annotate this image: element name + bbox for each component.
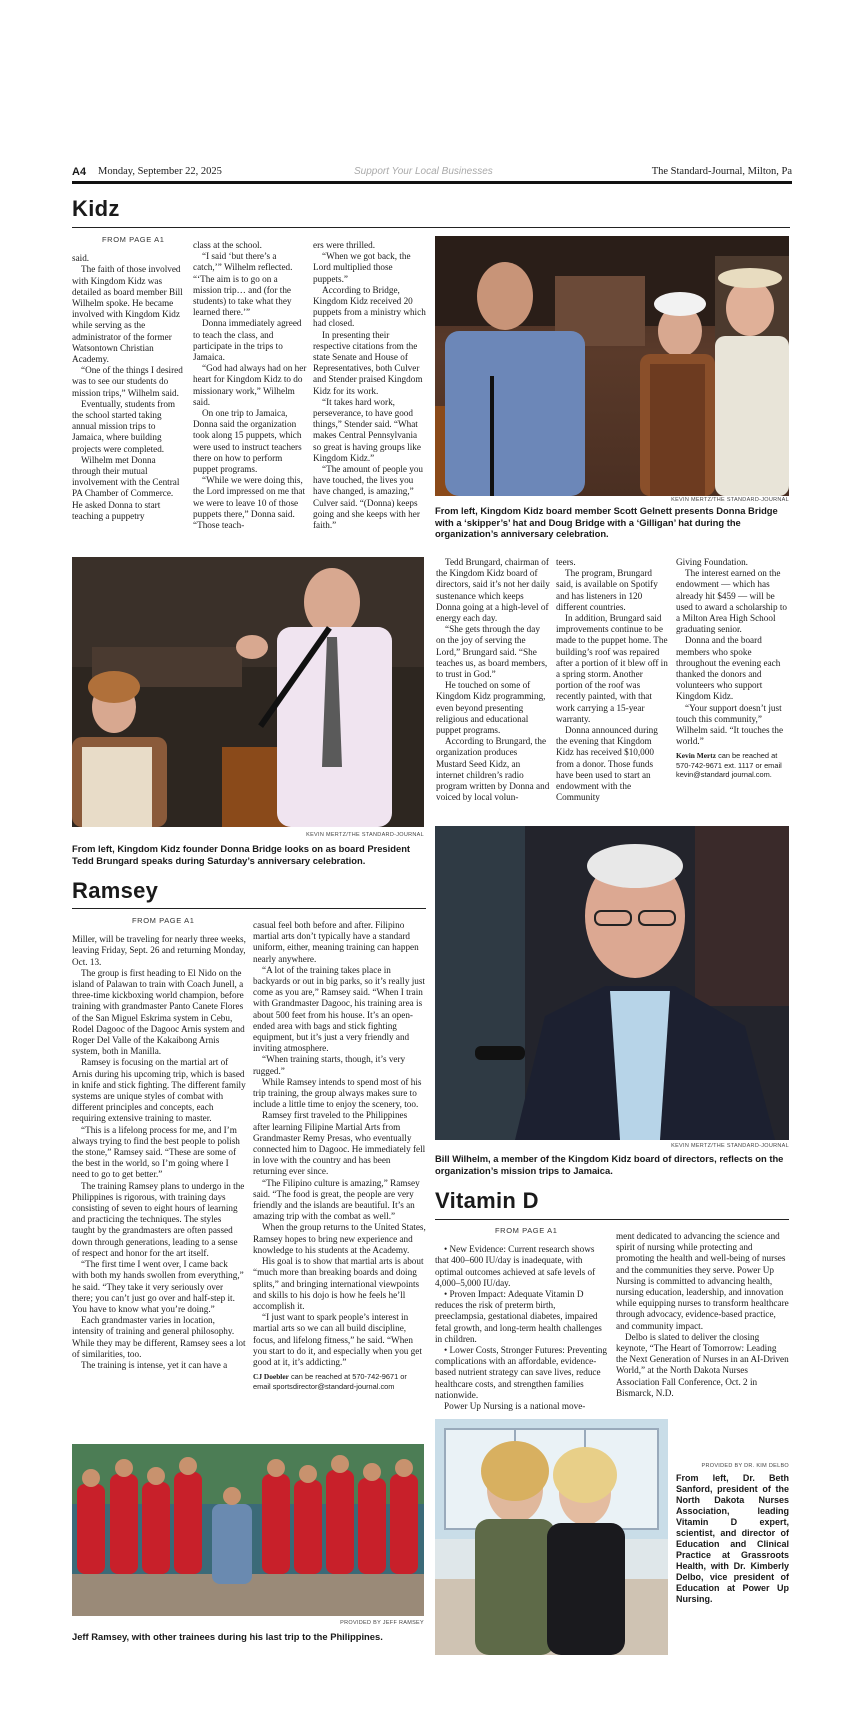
paragraph: Wilhelm met Donna through their mutual involvement with the Central PA Chamber of Commerce. He asked Donna to start teaching a puppetry <box>72 454 180 521</box>
photo-caption: From left, Kingdom Kidz founder Donna Bridge looks on as board President Tedd Brungard speaks during Saturday’s anniversary celebration. <box>72 843 411 866</box>
paragraph: Each grandmaster varies in location, intensity of training and general philosophy. While they may be different, Ramsey sees a lot of similarities, too. <box>72 1315 246 1359</box>
paragraph: The faith of those involved with Kingdom Kidz was detailed as board member Bill Wilhelm spoke. He became involved with Kingdom Kidz while serving as the administrator of the former Watsontown Christian Academy. <box>72 264 183 365</box>
kidz-column-1 <box>72 234 186 522</box>
paragraph: He touched on some of Kingdom Kidz programming, even beyond presenting religious and educational puppet programs. <box>436 680 546 736</box>
paragraph: “While we were doing this, the Lord impressed on me that we were to leave 10 of those puppets there,” Donna said. “Those teach- <box>193 475 306 531</box>
kidz-column-4 <box>436 557 550 803</box>
photo-credit: KEVIN MERTZ/THE STANDARD-JOURNAL <box>671 1143 789 1149</box>
paragraph: According to Bridge, Kingdom Kidz received 20 puppets from a ministry which had closed. <box>313 284 426 329</box>
paragraph: Eventually, students from the school started taking annual mission trips to Jamaica, where building projects were completed. <box>72 398 176 454</box>
kidz-section-title: Kidz <box>72 196 120 221</box>
paragraph: “A lot of the training takes place in backyards or out in big parks, so it’s really just come as you are,” Ramsey said. “When I train with Grandmaster Dagooc, his training area is about 500 feet from his house. It’s an open-ended area with bags and stick fighting equipment, but it’s just a very friendly and inviting atmosphere. <box>253 964 425 1054</box>
photo-hat-presentation-art <box>435 236 789 496</box>
reporter-name: CJ Doebler <box>253 1372 289 1382</box>
paragraph: Delbo is slated to deliver the closing keynote, “The Heart of Tomorrow: Leading the Next Generation of Nurses in an AI-Driven World,” at the North Dakota Nurses Association Fall Conference, Oct. 2 in Bismarck, N.D. <box>616 1331 789 1398</box>
photo-caption: From left, Kingdom Kidz board member Scott Gelnett presents Donna Bridge with a ‘skipper’s’ hat and Doug Bridge with a ‘Gilligan’ hat during the organization’s anniversary celebration. <box>435 505 778 539</box>
photo-ramsey-trainees-art <box>72 1444 424 1616</box>
vitamin-section-title: Vitamin D <box>435 1188 539 1213</box>
paragraph: • New Evidence: Current research shows that 400–600 IU/day is inadequate, with optimal outcomes achieved at safe levels of 4,000–5,000 IU/day. <box>435 1244 596 1288</box>
kidz-column-2 <box>193 240 307 531</box>
paragraph: “She gets through the day on the joy of serving the Lord,” Brungard said. “She teaches us, as board members, to trust in God.” <box>436 624 548 680</box>
reporter-bio <box>253 1372 426 1391</box>
paragraph: “One of the things I desired was to see our students do mission trips,” Wilhelm said. <box>72 365 183 398</box>
vitamin-title-rule <box>435 1219 789 1220</box>
paragraph: In presenting their respective citations from the state Senate and House of Representatives, both Culver and Stender praised Kingdom Kidz for its work. <box>313 329 423 396</box>
paragraph: “The first time I went over, I came back with both my hands swollen from everything,” he said. “They take it very seriously over there; you can’t just go over and half-step it. You have to know what you’re doing.” <box>72 1259 244 1314</box>
paragraph: While Ramsey intends to spend most of his trip training, the group always makes sure to include a little time to enjoy the scenery, too. <box>253 1076 422 1110</box>
photo-caption: Jeff Ramsey, with other trainees during his last trip to the Philippines. <box>72 1631 383 1642</box>
photo-credit: PROVIDED BY DR. KIM DELBO <box>701 1463 789 1469</box>
paragraph: “The amount of people you have touched, the lives you have changed, is amazing,” Culver said. “(Donna) keeps going and she keeps with her faith.” <box>313 464 424 531</box>
photo-credit: KEVIN MERTZ/THE STANDARD-JOURNAL <box>306 832 424 838</box>
reporter-contact: can be reached at 570-742-9671 or email sportsdirector@standard-journal.com <box>253 1372 407 1391</box>
paragraph: Donna immediately agreed to teach the class, and participate in the trips to Jamaica. <box>193 318 302 363</box>
reporter-bio <box>676 751 790 780</box>
paragraph: The training is intense, yet it can have a <box>81 1359 228 1370</box>
kidz-column-6 <box>676 557 790 780</box>
ramsey-column-2 <box>253 920 426 1391</box>
vitamin-jump-line: FROM PAGE A1 <box>495 1226 558 1235</box>
paragraph: When the group returns to the United States, Ramsey hopes to bring new experience and knowledge to his students at the Academy. <box>253 1222 426 1255</box>
photo-sanford-delbo <box>435 1419 668 1655</box>
paragraph: On one trip to Jamaica, Donna said the organization took along 15 puppets, which were used to instruct teachers there on how to perform puppet programs. <box>193 408 302 475</box>
page-number: A4 <box>72 166 87 178</box>
photo-sanford-delbo-art <box>435 1419 668 1655</box>
paragraph: The training Ramsey plans to undergo in the Philippines is rigorous, with training days consisting of seven to eight hours of learning and practicing the techniques. The styles taught by the grandmasters are often passed down through generations, leading to a sense of respect and honor for the art itself. <box>72 1180 245 1258</box>
paragraph: According to Brungard, the organization produces Mustard Seed Kidz, an internet children’s radio program written by Donna and voiced by local volun- <box>436 736 550 803</box>
kidz-title-rule <box>72 227 790 228</box>
photo-bill-wilhelm-art <box>435 826 789 1140</box>
paragraph: • Proven Impact: Adequate Vitamin D reduces the risk of preterm birth, preeclampsia, gestational diabetes, impaired fetal growth, and long-term health challenges in children. <box>435 1289 602 1344</box>
photo-ramsey-trainees <box>72 1444 424 1616</box>
vitamin-column-1 <box>435 1225 607 1412</box>
reporter-contact: can be reached at 570-742-9671 ext. 1117 or email kevin@standard journal.com. <box>676 751 782 780</box>
paragraph: Donna and the board members who spoke throughout the evening each thanked the donors and volunteers who support Kingdom Kidz. <box>676 635 781 702</box>
kidz-jump-line: FROM PAGE A1 <box>102 235 165 244</box>
paragraph: Ramsey is focusing on the martial art of Arnis during his upcoming trip, which is based in knife and stick fighting. The different family systems are unique styles of combat with different principles and concepts, each requiring extensive training to master. <box>72 1057 246 1124</box>
paragraph: The group is first heading to El Nido on the island of Palawan to train with Coach Junell, a three-time kickboxing world champion, before training with grandmaster Panto Canete Flores of the San Miguel Eskrima system in Cebu, Rodel Dagooc of the Dagooc Arnis system and Roger Del Valle of the Kakaibong Arnis system, both in Manilla. <box>72 967 245 1057</box>
photo-credit: KEVIN MERTZ/THE STANDARD-JOURNAL <box>671 497 789 503</box>
paragraph: ment dedicated to advancing the science and spirit of nursing while protecting and promoting the health and well-being of nurses and the communities they serve. Power Up Nursing is committed to advancing health, nursing education, leadership, and innovation while equipping nurses to transform healthcare through advocacy, evidence-based practice, and community impact. <box>616 1231 789 1331</box>
ramsey-column-1 <box>72 915 246 1371</box>
paragraph: said. <box>72 253 90 264</box>
paragraph: Ramsey first traveled to the Philippines after learning Filipine Martial Arts from Grandmaster Remy Presas, who eventually connected him to Dagooc. He immediately fell in love with the country and has been returning ever since. <box>253 1110 426 1177</box>
paragraph: The program, Brungard said, is available on Spotify and has listeners in 120 different countries. <box>556 568 658 612</box>
paragraph: “Your support doesn’t just touch this community,” Wilhelm said. “It touches the world.” <box>676 702 784 747</box>
paragraph: class at the school. <box>193 240 262 250</box>
paragraph: Tedd Brungard, chairman of the Kingdom Kidz board of directors, said it’s not her daily sustenance which keeps Donna going at a high-level of energy each day. <box>436 557 550 624</box>
ramsey-title-rule <box>72 908 426 909</box>
paragraph: • Lower Costs, Stronger Futures: Preventing complications with an affordable, evidence-based nutrient strategy can save lives, reduce healthcare costs, and strengthen families nationwide. <box>435 1345 607 1400</box>
kidz-column-3 <box>313 240 427 531</box>
paragraph: Power Up Nursing is a national move- <box>444 1401 586 1412</box>
ramsey-section-title: Ramsey <box>72 878 159 903</box>
kidz-column-5 <box>556 557 670 803</box>
paragraph: Miller, will be traveling for nearly three weeks, leaving Friday, Sept. 26 and returning Monday, Oct. 13. <box>72 934 246 967</box>
paragraph: “I just want to spark people’s interest in martial arts so we can all build discipline, focus, and lifelong fitness,” he said. “When you start to do it, and especially when you get good at it, it’s addicting.” <box>253 1312 422 1367</box>
paragraph: ers were thrilled. <box>313 240 375 250</box>
paragraph: In addition, Brungard said improvements continue to be made to the puppet home. The building’s roof was repaired after a portion of it blew off in a spring storm. Another portion of the roof was recently painted, with that work carrying a 15-year warranty. <box>556 613 668 724</box>
paper-name: The Standard-Journal, Milton, Pa <box>651 166 792 177</box>
paragraph: The interest earned on the endowment — which has already hit $459 — will be used to award a scholarship to a Milton Area High School graduating senior. <box>676 568 787 635</box>
paragraph: His goal is to show that martial arts is about “much more than breaking boards and doing splits,” and bringing international viewpoints and skills to his dojo is how he feels he’ll accomplish it. <box>253 1256 424 1311</box>
vitamin-column-2 <box>616 1231 789 1399</box>
ramsey-jump-line: FROM PAGE A1 <box>132 916 195 925</box>
paragraph: “When training starts, though, it’s very rugged.” <box>253 1054 406 1076</box>
paragraph: teers. <box>556 557 576 567</box>
photo-caption: From left, Dr. Beth Sanford, president of the North Dakota Nurses Association, leading Vitamin D expert, scientist, and director of Education and Clinical Practice at Grassroots Health, with Dr. Kimberly Delbo, vice president of Education at Power Up Nursing. <box>676 1473 789 1604</box>
paragraph: Donna announced during the evening that Kingdom Kidz has received $10,000 from a donor. Those funds have been used to start an endowment with the Community <box>556 725 658 803</box>
reporter-name: Kevin Mertz <box>676 751 717 761</box>
photo-bill-wilhelm <box>435 826 789 1140</box>
photo-hat-presentation <box>435 236 789 496</box>
photo-caption: Bill Wilhelm, a member of the Kingdom Kidz board of directors, reflects on the organization’s mission trips to Jamaica. <box>435 1153 784 1176</box>
paragraph: “It takes hard work, perseverance, to have good things,” Stender said. “What makes Central Pennsylvania so great is having groups like Kingdom Kidz.” <box>313 396 421 463</box>
paragraph: “This is a lifelong process for me, and I’m always trying to find the best people to polish the stone,” Ramsey said. “These are some of the best in the world, so I’m going where I need to go to get better.” <box>72 1124 240 1180</box>
paragraph: “I said ‘but there’s a catch,’” Wilhelm reflected. “‘The aim is to go on a mission trip… and (for the students) to take what they learned there.’” <box>193 251 293 318</box>
header-slogan: Support Your Local Businesses <box>354 166 493 177</box>
edition-date: Monday, September 22, 2025 <box>98 166 222 177</box>
masthead-rule <box>72 181 792 184</box>
paragraph: “The Filipino culture is amazing,” Ramsey said. “The food is great, the people are very friendly and the islands are beautiful. It’s an amazing trip with the combat as well.” <box>253 1177 420 1222</box>
photo-credit: PROVIDED BY JEFF RAMSEY <box>340 1620 424 1626</box>
paragraph: casual feel both before and after. Filipino martial arts don’t typically have a standard uniform, either, meaning training can happen nearly anywhere. <box>253 920 419 964</box>
paragraph: “God had always had on her heart for Kingdom Kidz to do missionary work,” Wilhelm said. <box>193 363 307 407</box>
paragraph: Giving Foundation. <box>676 557 748 567</box>
photo-brungard-speaking-art <box>72 557 424 827</box>
paragraph: “When we got back, the Lord multiplied those puppets.” <box>313 251 411 284</box>
photo-brungard-speaking <box>72 557 424 827</box>
